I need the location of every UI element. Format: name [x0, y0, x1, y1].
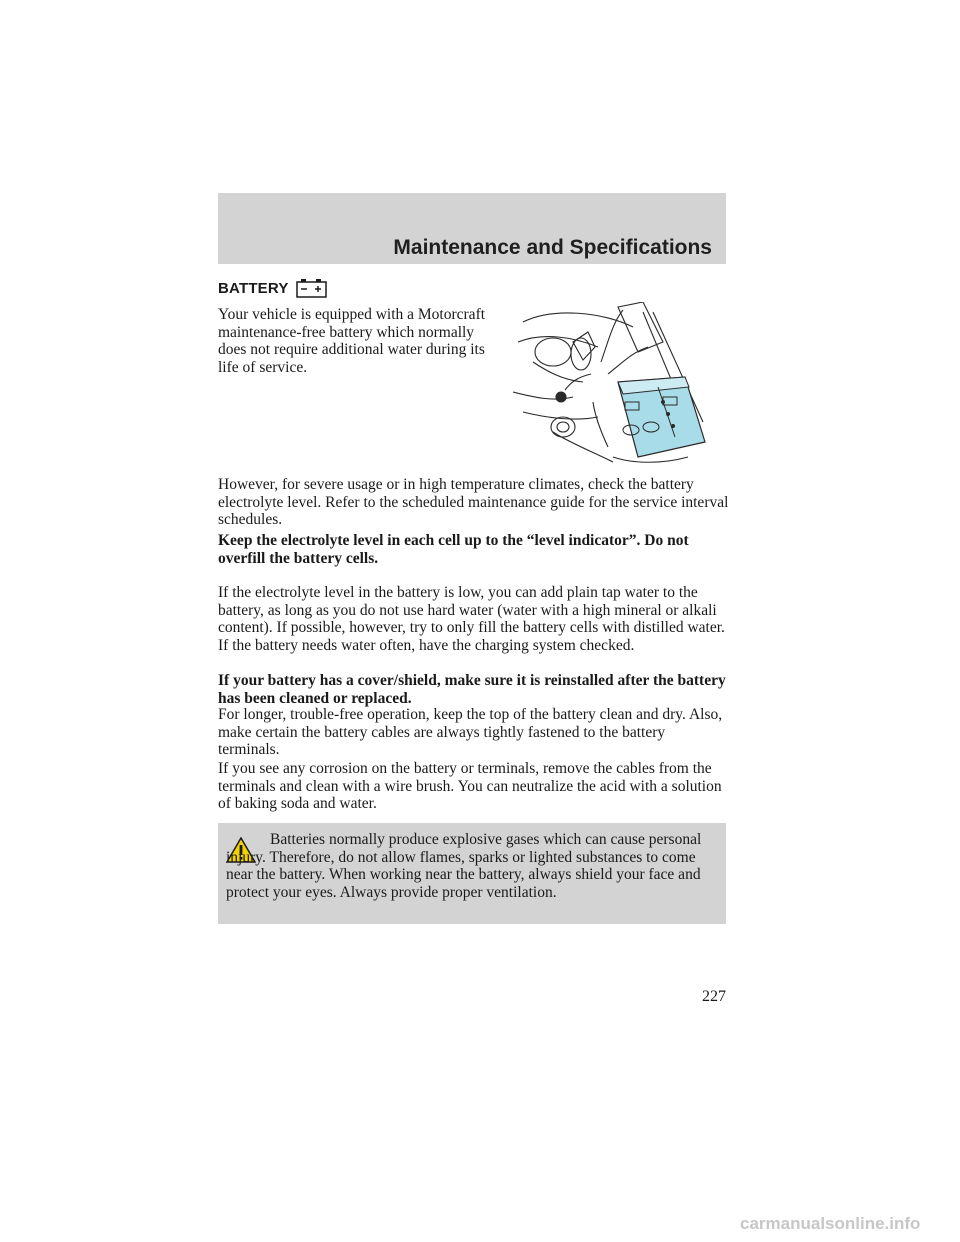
- paragraph-clean-dry: For longer, trouble-free operation, keep the top of the battery clean and dry. Also, make certain the battery cables are always tightly fastened to the battery terminals.: [218, 706, 723, 758]
- paragraph-severe-usage: However, for severe usage or in high temperature climates, check the battery electrolyte level. Refer to the scheduled maintenance guide for the service interval schedules.: [218, 476, 729, 528]
- intro-paragraph: Your vehicle is equipped with a Motorcraft maintenance-free battery which normally does not require additional water during its life of service.: [218, 306, 486, 376]
- paragraph-tap-water: If the electrolyte level in the battery is low, you can add plain tap water to the battery, as long as you do not use hard water (water with a high mineral or alkali content). If possible, however, try to only fill the battery cells with distilled water. If the battery needs water often, have the charging system checked.: [218, 584, 725, 654]
- section-heading: BATTERY: [218, 280, 289, 297]
- header-band: [218, 193, 726, 264]
- paragraph-cover-shield: If your battery has a cover/shield, make sure it is reinstalled after the battery has been cleaned or replaced.: [218, 672, 726, 707]
- page-header-title: Maintenance and Specifications: [393, 236, 712, 259]
- battery-icon: [296, 279, 328, 299]
- watermark: carmanualsonline.info: [740, 1214, 921, 1233]
- battery-location-illustration: [513, 302, 711, 468]
- warning-text: Batteries normally produce explosive gases which can cause personal injury. Therefore, do not allow flames, sparks or lighted substances to come near the battery. When working near the battery, always shield your face and protect your eyes. Always provide proper ventilation.: [226, 831, 702, 901]
- paragraph-electrolyte-warning: Keep the electrolyte level in each cell up to the “level indicator”. Do not overfill the battery cells.: [218, 532, 689, 567]
- warning-box: [218, 823, 726, 924]
- page-number: 227: [702, 988, 726, 1005]
- paragraph-corrosion: If you see any corrosion on the battery or terminals, remove the cables from the terminals and clean with a wire brush. You can neutralize the acid with a solution of baking soda and water.: [218, 760, 722, 812]
